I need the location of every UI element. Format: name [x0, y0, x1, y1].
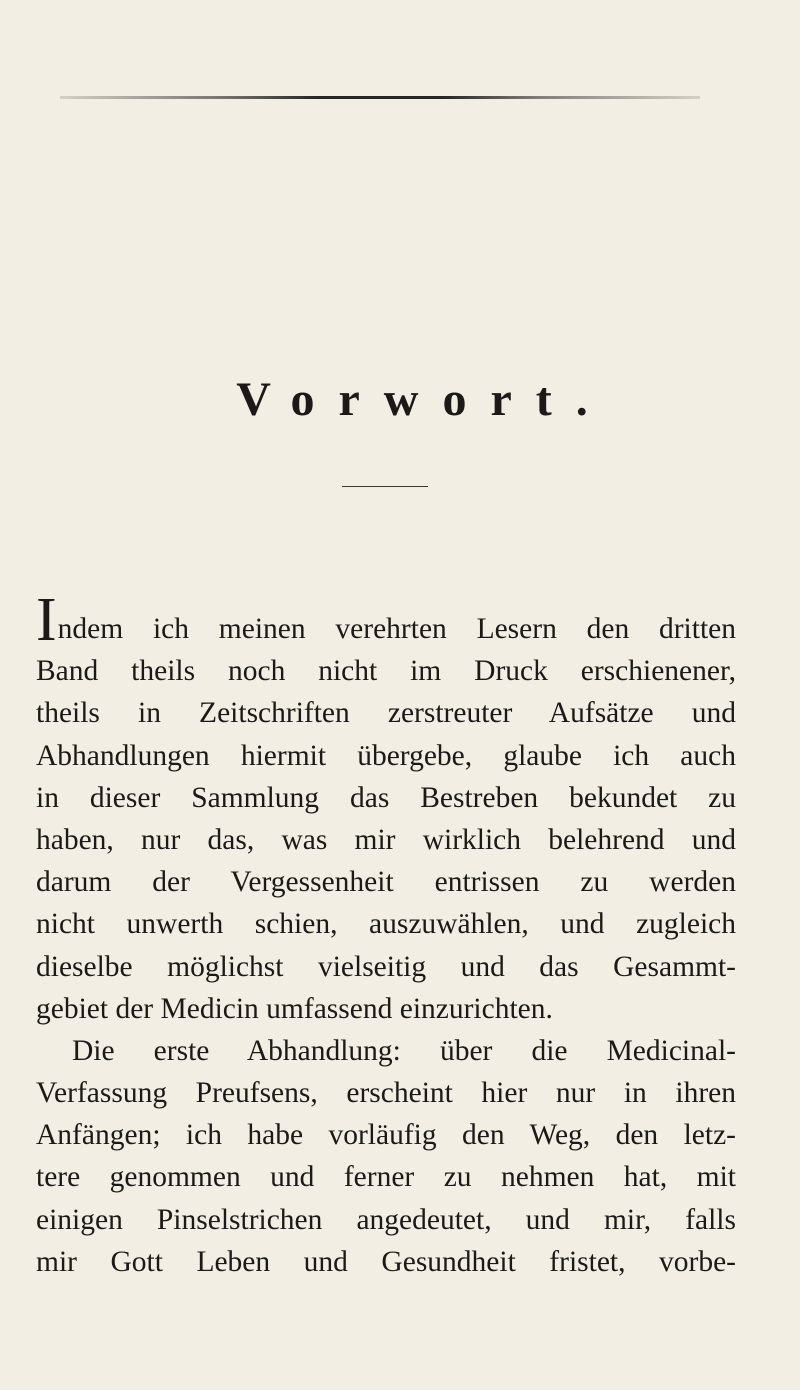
text-line: tere genommen und ferner zu nehmen hat, mit — [36, 1161, 736, 1194]
text-line: Anfängen; ich habe vorläufig den Weg, den letz- — [36, 1119, 736, 1152]
text-line: theils in Zeitschriften zerstreuter Aufsätze und — [36, 697, 736, 730]
top-rule — [60, 96, 700, 99]
text-line: nicht unwerth schien, auszuwählen, und zugleich — [36, 908, 736, 941]
text-line: Abhandlungen hiermit übergebe, glaube ich auch — [36, 739, 736, 772]
title-underline — [342, 486, 428, 487]
text-line: haben, nur das, was mir wirklich belehrend und — [36, 823, 736, 856]
text-line: Die erste Abhandlung: über die Medicinal- — [72, 1034, 736, 1067]
text-line: Band theils noch nicht im Druck erschienener, — [36, 655, 736, 688]
initial-letter: I — [36, 586, 57, 654]
text-line — [36, 586, 736, 654]
text-line: in dieser Sammlung das Bestreben bekundet zu — [36, 781, 736, 814]
text-line: dieselbe möglichst vielseitig und das Gesammt- — [36, 950, 736, 983]
text-line: gebiet der Medicin umfassend einzurichten. — [36, 992, 553, 1025]
body-text — [36, 586, 736, 1283]
page-title: Vorwort. — [236, 373, 612, 426]
text-line: Verfassung Preufsens, erscheint hier nur in ihren — [36, 1077, 736, 1110]
text-line: einigen Pinselstrichen angedeutet, und mir, falls — [36, 1203, 736, 1236]
text-line: darum der Vergessenheit entrissen zu werden — [36, 866, 736, 899]
text-line: mir Gott Leben und Gesundheit fristet, vorbe- — [36, 1245, 736, 1278]
first-line-rest: ndem ich meinen verehrten Lesern den dritten — [57, 613, 736, 645]
